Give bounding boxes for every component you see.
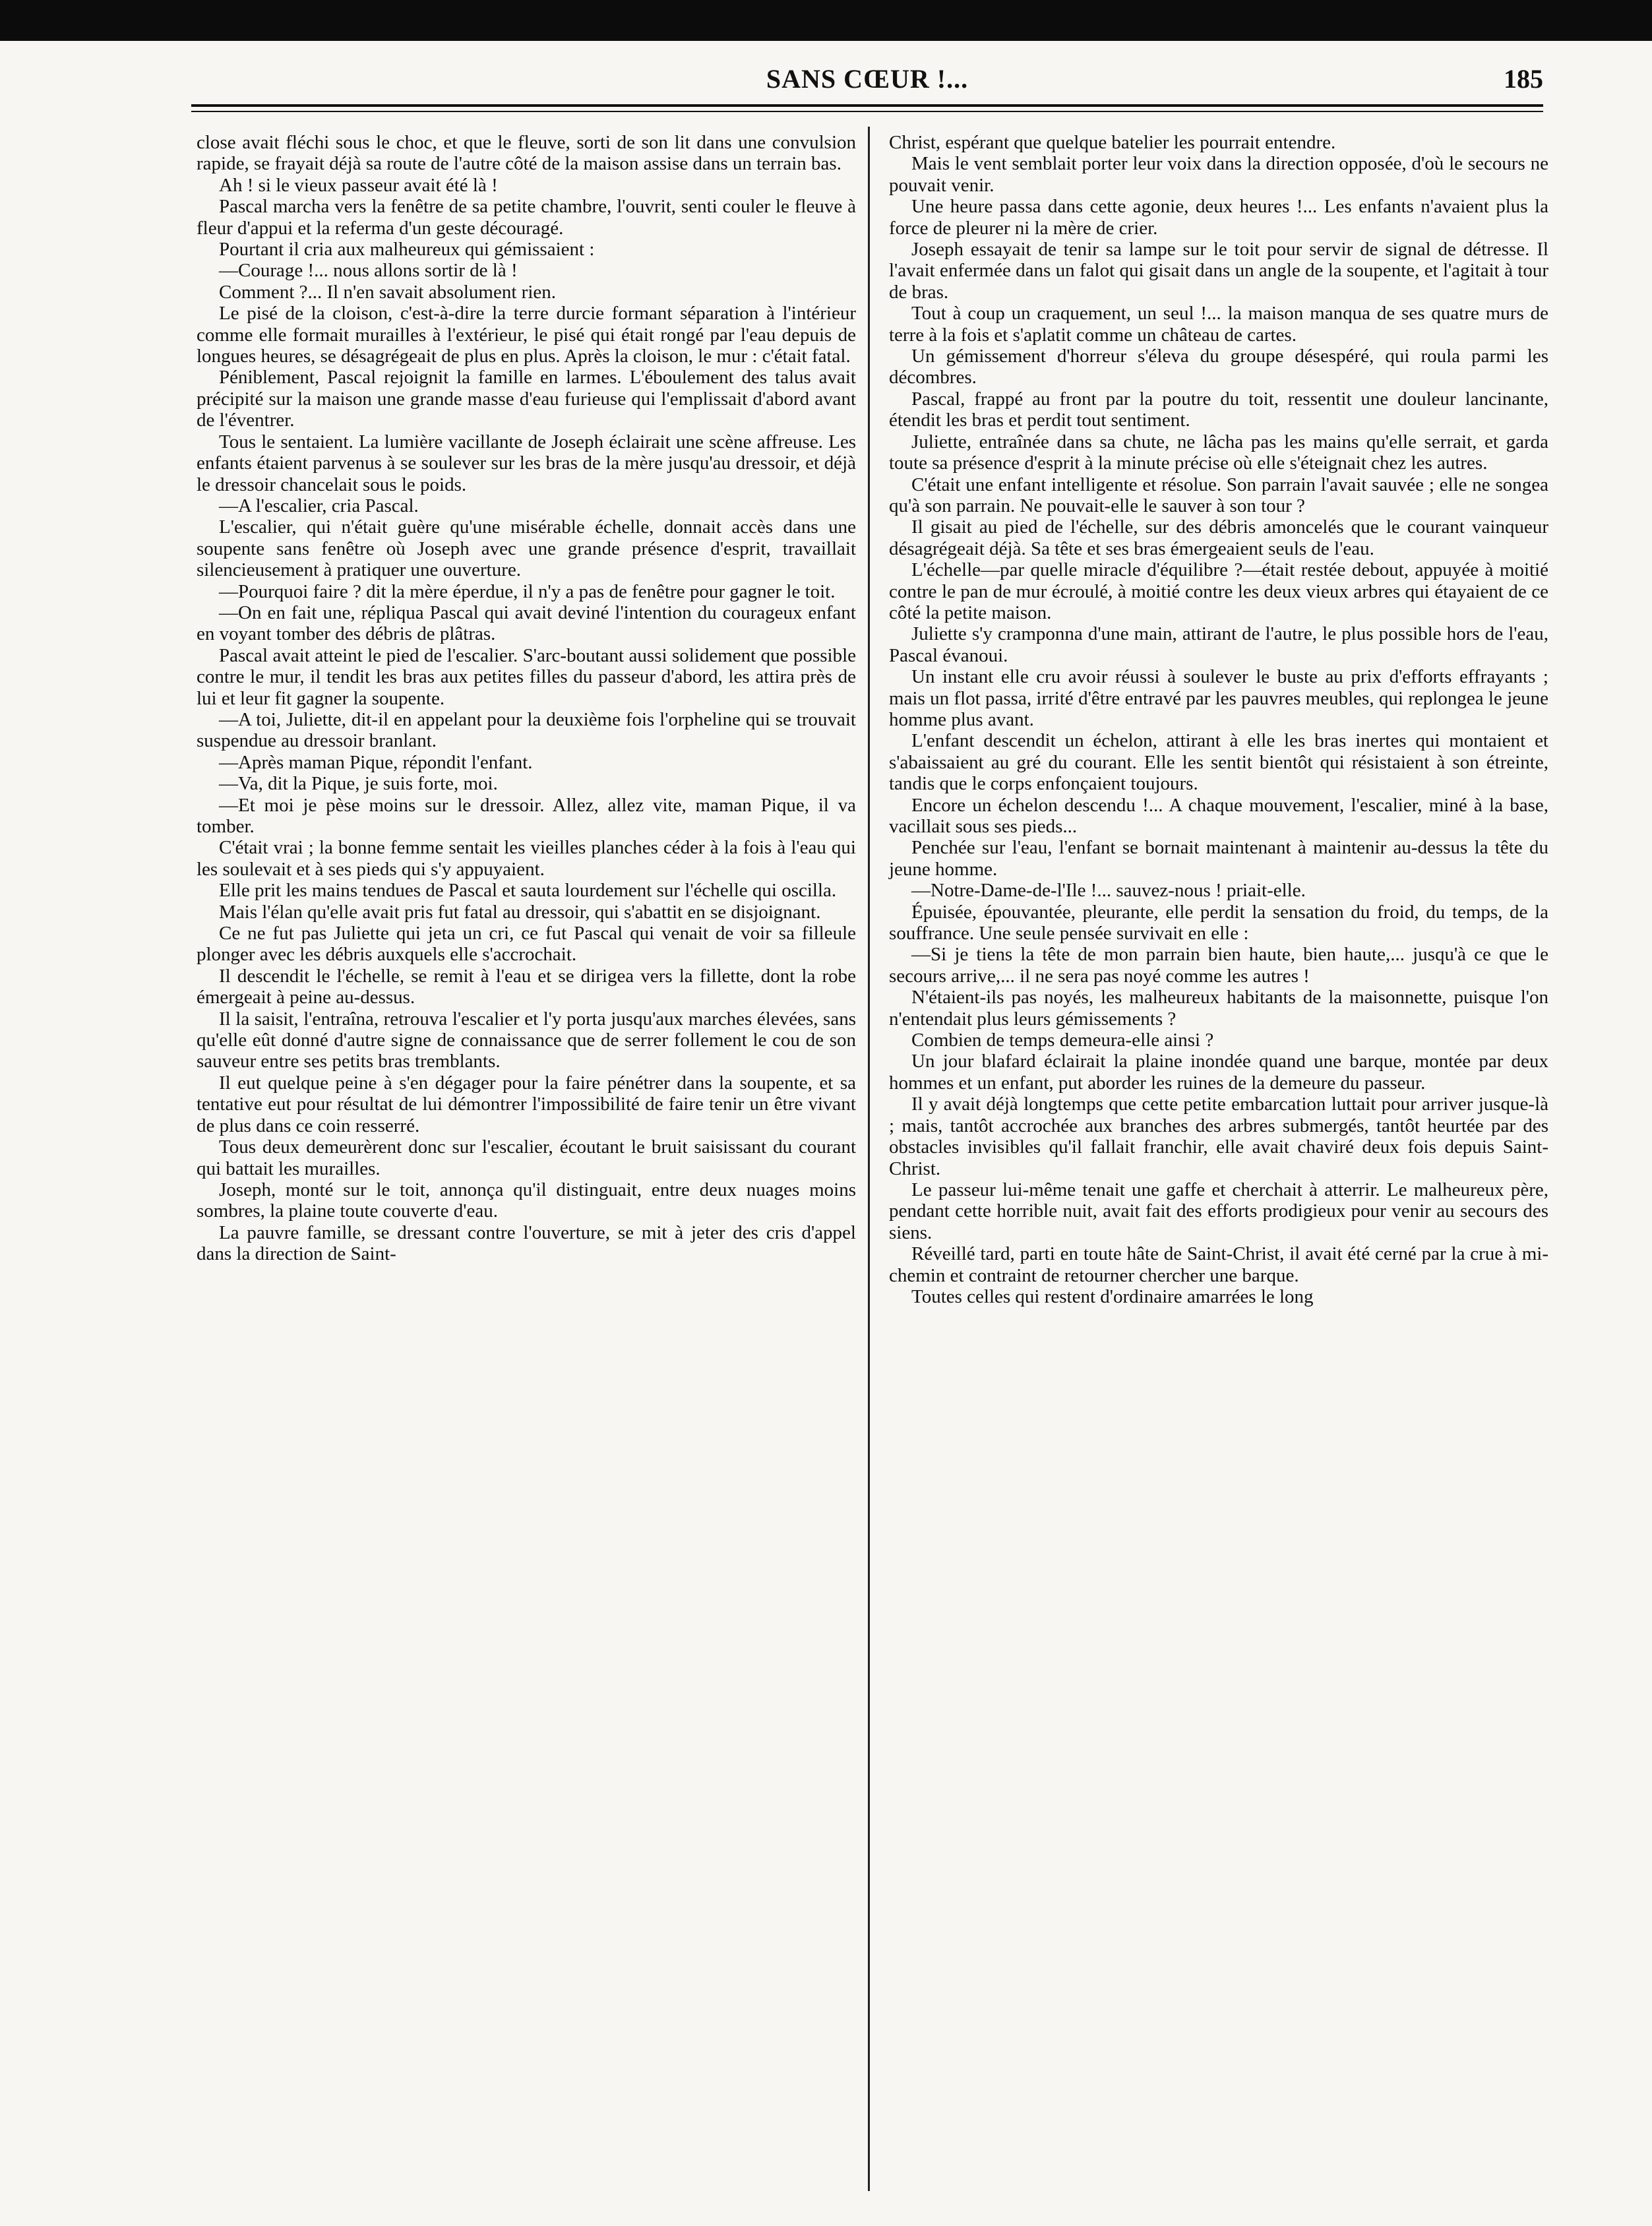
paragraph: —Pourquoi faire ? dit la mère éperdue, il n'y a pas de fenêtre pour gagner le toit.: [219, 580, 836, 602]
paragraph: Juliette s'y cramponna d'une main, attirant de l'autre, le plus possible hors de l'eau, Pascal évanoui.: [889, 623, 1548, 666]
paragraph: L'enfant descendit un échelon, attirant à elle les bras inertes qui montaient et s'abaissaient au gré du courant. Elle les sentit bientôt qui résistaient à son étreinte, tandis que le corps enfonçaient toujours.: [889, 730, 1548, 795]
paragraph: Tous le sentaient. La lumière vacillante de Joseph éclairait une scène affreuse. Les enfants étaient parvenus à se soulever sur les bras de la mère jusqu'au dressoir, et déjà le dressoir chancelait sous le poids.: [197, 431, 856, 495]
paragraph: Il y avait déjà longtemps que cette petite embarcation luttait pour arriver jusque-là ; mais, tantôt accrochée aux branches des arbres submergés, tantôt heurtée par des obstacles invisibles qu'il fallait franchir, elle avait chaviré deux fois depuis Saint-Christ.: [889, 1094, 1548, 1179]
paragraph: Le passeur lui-même tenait une gaffe et cherchait à atterrir. Le malheureux père, pendant cette horrible nuit, avait fait des efforts prodigieux pour venir au secours des siens.: [889, 1179, 1548, 1243]
paragraph: Péniblement, Pascal rejoignit la famille en larmes. L'éboulement des talus avait précipité sur la maison une grande masse d'eau furieuse qui l'emplissait d'abord avant de l'éventrer.: [197, 367, 856, 431]
paragraph: —Courage !... nous allons sortir de là !: [219, 260, 518, 282]
paragraph: Un instant elle cru avoir réussi à soulever le buste au prix d'efforts effrayants ; mais un flot passa, irrité d'être entravé par les pauvres meubles, qui replongea le jeune homme plus avant.: [889, 666, 1548, 730]
paragraph: Elle prit les mains tendues de Pascal et sauta lourdement sur l'échelle qui oscilla.: [219, 880, 837, 902]
header-rule-thin: [191, 111, 1543, 112]
page-number: 185: [1504, 64, 1543, 94]
paragraph: Épuisée, épouvantée, pleurante, elle perdit la sensation du froid, du temps, de la souffrance. Une seule pensée survivait en elle :: [889, 901, 1548, 944]
paragraph: —Après maman Pique, répondit l'enfant.: [219, 751, 533, 773]
paragraph: Il gisait au pied de l'échelle, sur des débris amoncelés que le courant vainqueur désagrégeait déjà. Sa tête et ses bras émergeaient seuls de l'eau.: [889, 516, 1548, 559]
left-text-column: [197, 132, 856, 1265]
paragraph: —Notre-Dame-de-l'Ile !... sauvez-nous ! priait-elle.: [911, 880, 1306, 902]
paragraph: Ah ! si le vieux passeur avait été là !: [219, 174, 498, 196]
paragraph: Un jour blafard éclairait la plaine inondée quand une barque, montée par deux hommes et un enfant, put aborder les ruines de la demeure du passeur.: [889, 1051, 1548, 1094]
header-rule-thick: [191, 104, 1543, 107]
paragraph: —A toi, Juliette, dit-il en appelant pour la deuxième fois l'orpheline qui se trouvait suspendue au dressoir branlant.: [197, 708, 856, 752]
paragraph: Pourtant il cria aux malheureux qui gémissaient :: [219, 239, 595, 261]
paragraph: La pauvre famille, se dressant contre l'ouverture, se mit à jeter des cris d'appel dans la direction de Saint-: [197, 1221, 856, 1265]
paragraph: L'escalier, qui n'était guère qu'une misérable échelle, donnait accès dans une soupente sans fenêtre où Joseph avec une grande présence d'esprit, travaillait silencieusement à pratiquer une ouverture.: [197, 516, 856, 581]
paragraph: Combien de temps demeura-elle ainsi ?: [911, 1030, 1214, 1051]
paragraph: Il la saisit, l'entraîna, retrouva l'escalier et l'y porta jusqu'aux marches élevées, sans qu'elle eût donné d'autre signe de connaissance que de serrer follement le cou de son sauveur entre ses petits bras tremblants.: [197, 1008, 856, 1072]
paragraph: —Si je tiens la tête de mon parrain bien haute, bien haute,... jusqu'à ce que le secours arrive,... il ne sera pas noyé comme les autres !: [889, 944, 1548, 987]
paragraph: Joseph essayait de tenir sa lampe sur le toit pour servir de signal de détresse. Il l'avait enfermée dans un falot qui gisait dans un angle de la soupente, et l'agitait à tour de bras.: [889, 239, 1548, 303]
paragraph: Pascal avait atteint le pied de l'escalier. S'arc-boutant aussi solidement que possible contre le mur, il tendit les bras aux petites filles du passeur d'abord, les attira près de lui et leur fit gagner la soupente.: [197, 644, 856, 709]
paragraph: Toutes celles qui restent d'ordinaire amarrées le long: [911, 1285, 1314, 1307]
paragraph: —Va, dit la Pique, je suis forte, moi.: [219, 773, 498, 795]
paragraph: Réveillé tard, parti en toute hâte de Saint-Christ, il avait été cerné par la crue à mi-chemin et contraint de retourner chercher une barque.: [889, 1243, 1548, 1286]
paragraph: Un gémissement d'horreur s'éleva du groupe désespéré, qui roula parmi les décombres.: [889, 346, 1548, 388]
paragraph: Il eut quelque peine à s'en dégager pour la faire pénétrer dans la soupente, et sa tentative eut pour résultat de lui démontrer l'impossibilité de faire tenir un être vivant de plus dans ce coin resserré.: [197, 1072, 856, 1136]
paragraph: L'échelle—par quelle miracle d'équilibre ?—était restée debout, appuyée à moitié contre le pan de mur écroulé, à moitié contre les deux vieux arbres qui étayaient de ce côté la petite maison.: [889, 559, 1548, 623]
paragraph: Le pisé de la cloison, c'est-à-dire la terre durcie formant séparation à l'intérieur comme elle formait murailles à l'extérieur, le pisé qui était rongé par l'eau depuis de longues heures, se désagrégeait de plus en plus. Après la cloison, le mur : c'était fatal.: [197, 303, 856, 367]
paragraph: —A l'escalier, cria Pascal.: [219, 495, 419, 516]
page-header: [191, 63, 1543, 103]
paragraph: close avait fléchi sous le choc, et que le fleuve, sorti de son lit dans une convulsion rapide, se frayait déjà sa route de l'autre côté de la maison assise dans un terrain bas.: [197, 132, 856, 175]
paragraph: Il descendit le l'échelle, se remit à l'eau et se dirigea vers la fillette, dont la robe émergeait à peine au-dessus.: [197, 965, 856, 1008]
paragraph: Joseph, monté sur le toit, annonça qu'il distinguait, entre deux nuages moins sombres, la plaine toute couverte d'eau.: [197, 1179, 856, 1222]
paragraph: Pascal marcha vers la fenêtre de sa petite chambre, l'ouvrit, senti couler le fleuve à fleur d'appui et la referma d'un geste découragé.: [197, 196, 856, 239]
paragraph: Tous deux demeurèrent donc sur l'escalier, écoutant le bruit saisissant du courant qui battait les murailles.: [197, 1136, 856, 1179]
paragraph: Penchée sur l'eau, l'enfant se bornait maintenant à maintenir au-dessus la tête du jeune homme.: [889, 837, 1548, 880]
running-title: SANS CŒUR !...: [766, 64, 969, 94]
paragraph: C'était vrai ; la bonne femme sentait les vieilles planches céder à la fois à l'eau qui les soulevait et à ses pieds qui s'y appuyaient.: [197, 837, 856, 880]
column-divider: [868, 127, 870, 2191]
top-black-band: [0, 0, 1652, 41]
paragraph: Ce ne fut pas Juliette qui jeta un cri, ce fut Pascal qui venait de voir sa filleule plonger avec les débris auxquels elle s'accrochait.: [197, 923, 856, 966]
paragraph: Juliette, entraînée dans sa chute, ne lâcha pas les mains qu'elle serrait, et garda toute sa présence d'esprit à la minute précise où elle s'éteignait chez les autres.: [889, 431, 1548, 474]
paragraph: —Et moi je pèse moins sur le dressoir. Allez, allez vite, maman Pique, il va tomber.: [197, 794, 856, 837]
paragraph: Comment ?... Il n'en savait absolument rien.: [219, 281, 556, 303]
paragraph: C'était une enfant intelligente et résolue. Son parrain l'avait sauvée ; elle ne songea qu'à son parrain. Ne pouvait-elle le sauver à son tour ?: [889, 474, 1548, 516]
paragraph: Christ, espérant que quelque batelier les pourrait entendre.: [889, 132, 1336, 153]
paragraph: Mais l'élan qu'elle avait pris fut fatal au dressoir, qui s'abattit en se disjoignant.: [219, 901, 821, 923]
paragraph: N'étaient-ils pas noyés, les malheureux habitants de la maisonnette, puisque l'on n'entendait plus leurs gémissements ?: [889, 987, 1548, 1030]
paragraph: Encore un échelon descendu !... A chaque mouvement, l'escalier, miné à la base, vacillait sous ses pieds...: [889, 794, 1548, 837]
paragraph: Tout à coup un craquement, un seul !... la maison manqua de ses quatre murs de terre à la fois et s'aplatit comme un château de cartes.: [889, 303, 1548, 346]
paragraph: —On en fait une, répliqua Pascal qui avait deviné l'intention du courageux enfant en voyant tomber des débris de plâtras.: [197, 602, 856, 645]
right-text-column: [889, 132, 1548, 1307]
paragraph: Une heure passa dans cette agonie, deux heures !... Les enfants n'avaient plus la force de pleurer ni la mère de crier.: [889, 196, 1548, 239]
paragraph: Mais le vent semblait porter leur voix dans la direction opposée, d'où le secours ne pouvait venir.: [889, 153, 1548, 196]
paragraph: Pascal, frappé au front par la poutre du toit, ressentit une douleur lancinante, étendit les bras et perdit tout sentiment.: [889, 388, 1548, 431]
